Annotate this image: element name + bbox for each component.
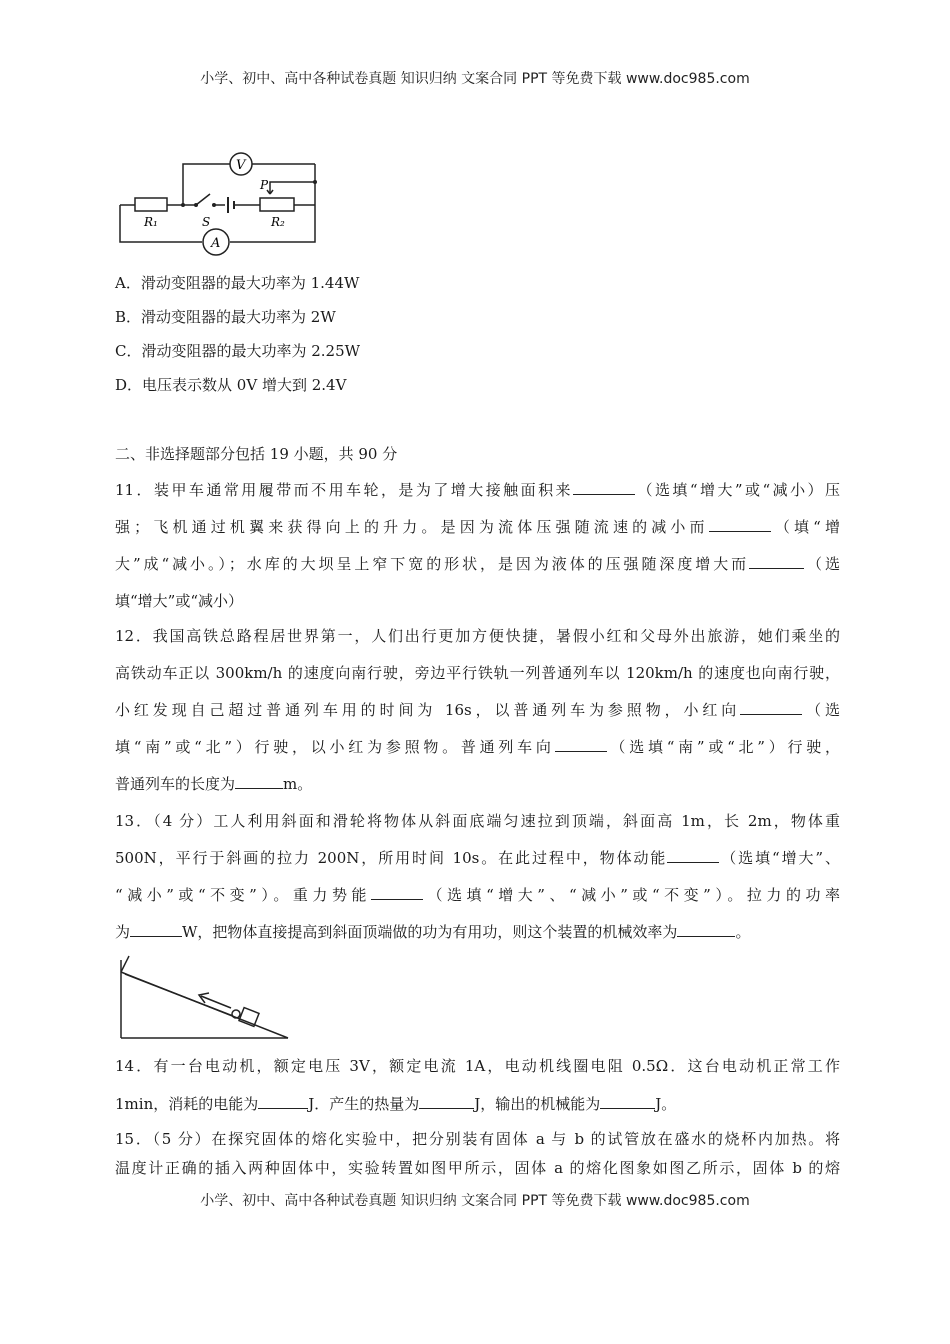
q13-line-3: “减小”或“不变”）。重力势能 （选填“增大”、“减小”或“不变”）。拉力的功率 [115,886,840,904]
q14-line-2: 1min，消耗的电能为 J．产生的热量为 J，输出的机械能为 J。 [115,1095,677,1113]
q13-line-2: 500N，平行于斜画的拉力 200N，所用时间 10s。在此过程中，物体动能 （选填“增大”、 [115,849,840,867]
q12-line-3: 小红发现自己超过普通列车用的时间为 16s，以普通列车为参照物，小红向 （选 [115,701,840,719]
q13-line-1: 13．（4 分）工人利用斜面和滑轮将物体从斜面底端匀速拉到顶端，斜面高 1m，长 2m，物体重 [115,812,840,830]
page-footer: 小学、初中、高中各种试卷真题 知识归纳 文案合同 PPT 等免费下载 www.doc985.com [200,1193,750,1209]
page-header: 小学、初中、高中各种试卷真题 知识归纳 文案合同 PPT 等免费下载 www.doc985.com [200,71,750,87]
r1-label: R₁ [144,215,158,229]
q15-line-1: 15．（5 分）在探究固体的熔化实验中，把分别装有固体 a 与 b 的试管放在盛水的烧杯内加热。将 [115,1130,840,1148]
circuit-diagram [110,150,330,260]
q14-line-1: 14．有一台电动机，额定电压 3V，额定电流 1A，电动机线圈电阻 0.5Ω．这台电动机正常工作 [115,1057,840,1075]
q13-line-4: 为 W，把物体直接提高到斜面顶端做的功为有用功，则这个装置的机械效率为 。 [115,923,751,941]
option-a: A．滑动变阻器的最大功率为 1.44W [115,274,360,292]
incline-diagram [113,952,293,1042]
block [239,1008,259,1027]
q11-line-1: 11．装甲车通常用履带而不用车轮，是为了增大接触面积来 （选填“增大”或“减小）压 [115,481,841,499]
q11-line-3: 大”成“减小。）；水库的大坝呈上窄下宽的形状，是因为液体的压强随深度增大而 （选 [115,555,840,573]
q12-line-1: 12．我国高铁总路程居世界第一，人们出行更加方便快捷，暑假小红和父母外出旅游，她们乘坐的 [115,627,840,645]
r2-rheostat [260,198,294,211]
switch-label: S [202,215,211,229]
q12-line-2: 高铁动车正以 300km/h 的速度向南行驶，旁边平行铁轨一列普通列车以 120km/h 的速度也向南行驶， [115,664,840,682]
r1-resistor [135,198,167,211]
option-d: D．电压表示数从 0V 增大到 2.4V [115,376,347,394]
q12-line-5: 普通列车的长度为 m。 [115,775,313,793]
voltmeter-label: V [236,158,246,173]
option-b: B．滑动变阻器的最大功率为 2W [115,308,336,326]
q12-line-4: 填“南”或“北”）行驶，以小红为参照物。普通列车向 （选填“南”或“北”）行驶， [115,738,840,756]
slider-label: P [260,178,269,192]
section-title: 二、非选择题部分包括 19 小题，共 90 分 [115,445,398,463]
q11-line-2: 强；飞机通过机翼来获得向上的升力。是因为流体压强随流速的减小而 （填“增 [115,518,840,536]
r2-label: R₂ [271,215,285,229]
option-c: C．滑动变阻器的最大功率为 2.25W [115,342,361,360]
ammeter-label: A [211,236,221,251]
q11-line-4: 填“增大”或“减小） [115,592,244,610]
q15-line-2: 温度计正确的插入两种固体中，实验转置如图甲所示，固体 a 的熔化图象如图乙所示，固体 b 的熔 [115,1159,840,1177]
